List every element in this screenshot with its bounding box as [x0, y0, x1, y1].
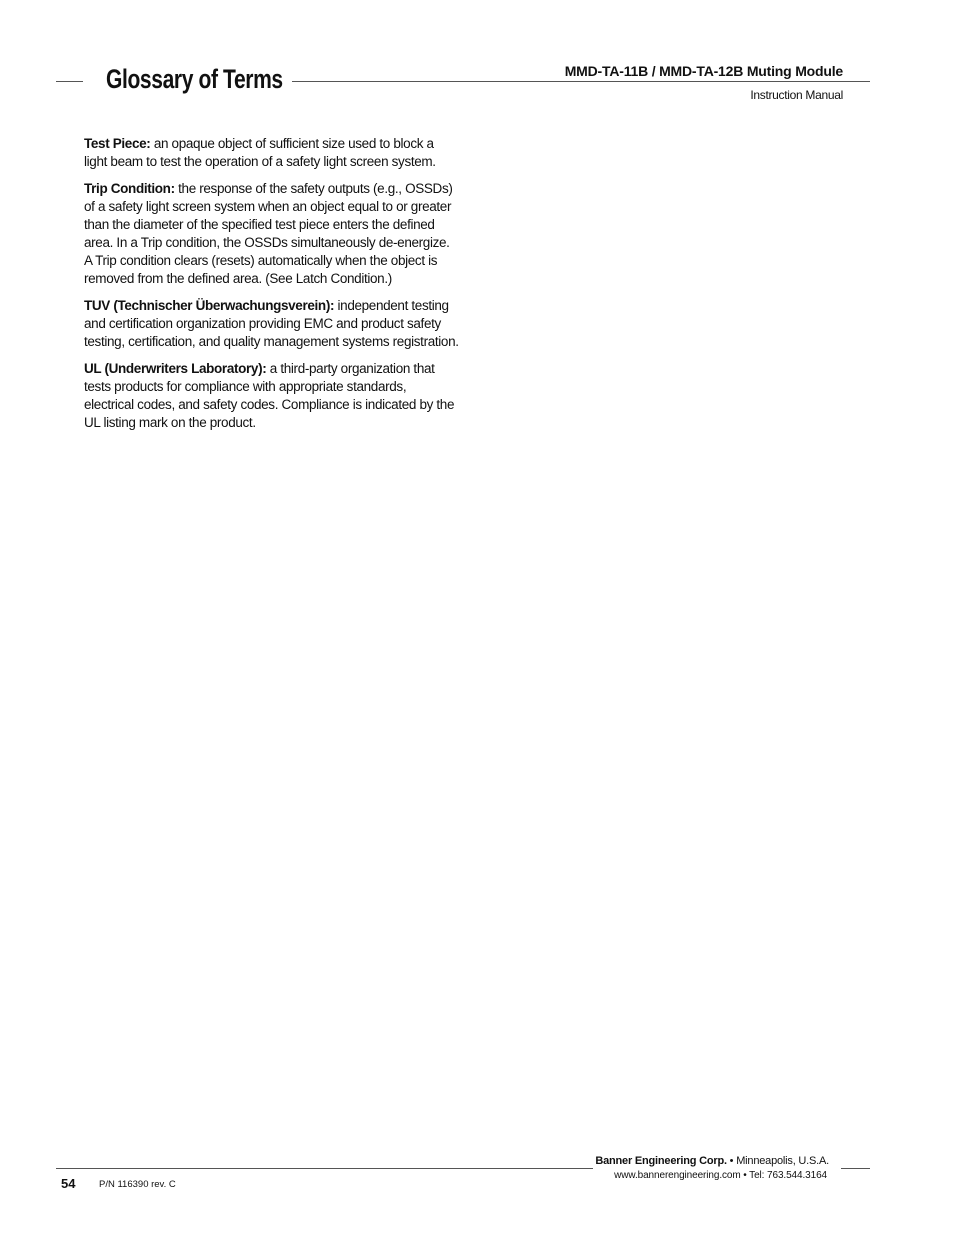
part-number: P/N 116390 rev. C	[99, 1179, 176, 1190]
glossary-definition: a third-party organization that tests products for compliance with appropriate standards, electrical codes, and safety codes. Compliance is indicated by the UL listing mark on the product.	[84, 361, 455, 430]
manual-subtitle: Instruction Manual	[750, 88, 843, 102]
glossary-entry-tuv	[84, 297, 459, 351]
footer-rule-left	[56, 1168, 593, 1169]
glossary-term: Test Piece:	[84, 136, 151, 151]
glossary-definition: the response of the safety outputs (e.g., OSSDs) of a safety light screen system when an object equal to or greater than the diameter of the specified test piece enters the defined area. In a Trip condition, the OSSDs simultaneously de-energize. A Trip condition clears (resets) automatically when the object is removed from the defined area. (See Latch Condition.)	[84, 181, 453, 286]
glossary-entry-test-piece	[84, 135, 459, 171]
page-number: 54	[61, 1176, 76, 1191]
footer-rule-right	[841, 1168, 870, 1169]
glossary-entry-ul	[84, 360, 459, 432]
glossary-list	[84, 135, 459, 441]
page-title: Glossary of Terms	[106, 64, 283, 94]
header-rule-right	[292, 81, 870, 82]
glossary-definition: independent testing and certification organization providing EMC and product safety testing, certification, and quality management systems registration.	[84, 298, 459, 349]
glossary-term: TUV (Technischer Überwachungsverein):	[84, 298, 335, 313]
glossary-definition: an opaque object of sufficient size used to block a light beam to test the operation of a safety light screen system.	[84, 136, 436, 169]
footer-company-line	[595, 1155, 829, 1167]
company-location: • Minneapolis, U.S.A.	[726, 1155, 829, 1167]
footer-contact: www.bannerengineering.com • Tel: 763.544.3164	[614, 1170, 827, 1181]
company-name: Banner Engineering Corp.	[595, 1155, 727, 1167]
glossary-term: UL (Underwriters Laboratory):	[84, 361, 267, 376]
glossary-entry-trip-condition	[84, 180, 459, 288]
glossary-term: Trip Condition:	[84, 181, 175, 196]
header-rule-left	[56, 81, 83, 82]
product-title: MMD-TA-11B / MMD-TA-12B Muting Module	[564, 63, 843, 79]
